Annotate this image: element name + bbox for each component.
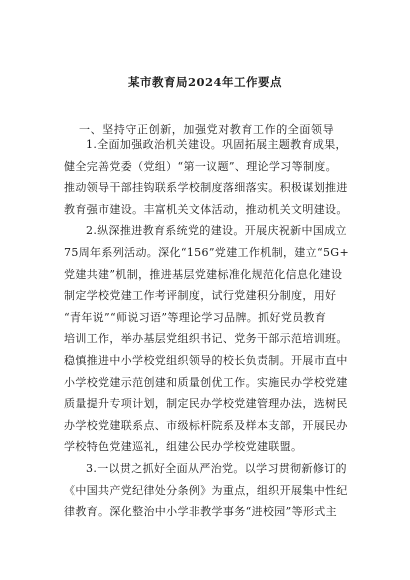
body-line: 3.一以贯之抓好全面从严治党。以学习贯彻新修订的: [86, 462, 347, 475]
body-line: 75周年系列活动。深化“156”党建工作机制，建立“5G+: [64, 246, 350, 259]
body-line: 2.纵深推进教育系统党的建设。开展庆祝新中国成立: [86, 224, 347, 238]
body-line: 健全完善党委（党组）“第一议题”、理论学习等制度。: [64, 159, 337, 173]
body-line: 党建共建”机制，推进基层党建标准化规范化信息化建设: [64, 267, 343, 281]
body-line: 学校特色党建巡礼，组建公民办学校党建联盟。: [64, 440, 303, 454]
body-line: “青年说”“师说习语”等理论学习品牌。抓好党员教育: [64, 310, 327, 324]
body-line: 律教育。深化整治中小学非教学事务“进校园”等形式主: [64, 505, 337, 519]
body-line: 推动领导干部挂钩联系学校制度落细落实。积极谋划推进: [64, 181, 348, 195]
body-line: 质量提升专项计划，制定民办学校党建管理办法，选树民: [64, 397, 348, 411]
body-line: 《中国共产党纪律处分条例》为重点，组织开展集中性纪: [64, 483, 348, 497]
body-line: 培训工作，举办基层党组织书记、党务干部示范培训班。: [64, 332, 348, 346]
body-line: 小学校党建示范创建和质量创优工作。实施民办学校党建: [64, 375, 348, 389]
body-line: 1.全面加强政治机关建设。巩固拓展主题教育成果，: [86, 138, 347, 151]
body-line: 办学校党建联系点、市级标杆院系及样本支部，开展民办: [64, 418, 348, 432]
body-line: 制定学校党建工作考评制度，试行党建积分制度，用好: [64, 289, 337, 303]
document-title: 某市教育局2024年工作要点: [127, 75, 282, 89]
body-line: 教育强市建设。丰富机关文体活动，推动机关文明建设。: [64, 202, 348, 216]
section-heading: 一、坚持守正创新，加强党对教育工作的全面领导: [79, 123, 335, 136]
body-line: 稳慎推进中小学校党组织领导的校长负责制。开展市直中: [64, 354, 348, 367]
